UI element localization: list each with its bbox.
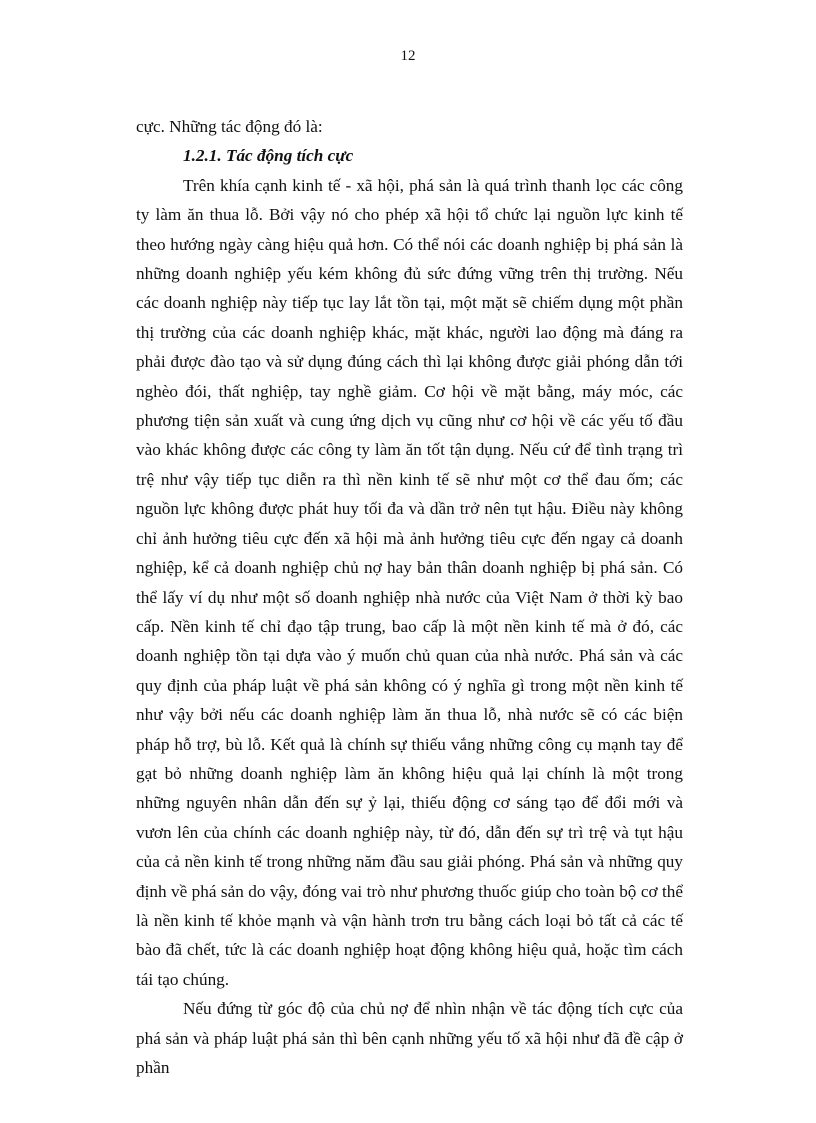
body-paragraph-1: Trên khía cạnh kinh tế - xã hội, phá sản là quá trình thanh lọc các công ty làm ăn thua lỗ. Bởi vậy nó cho phép xã hội tổ chức lại nguồn lực kinh tế theo hướng ngày càng hiệu quả hơn. Có thể nói các doanh nghiệp bị phá sản là những doanh nghiệp yếu kém không đủ sức đứng vững trên thị trường. Nếu các doanh nghiệp này tiếp tục lay lắt tồn tại, một mặt sẽ chiếm dụng một phần thị trường của các doanh nghiệp khác, mặt khác, người lao động mà đáng ra phải được đào tạo và sử dụng đúng cách thì lại không được giải phóng dẫn tới nghèo đói, thất nghiệp, tay nghề giảm. Cơ hội về mặt bằng, máy móc, các phương tiện sản xuất và cung ứng dịch vụ cũng như cơ hội về các yếu tố đầu vào khác không được các công ty làm ăn tốt tận dụng. Nếu cứ để tình trạng trì trệ như vậy tiếp tục diễn ra thì nền kinh tế sẽ như một cơ thể đau ốm; các nguồn lực không được phát huy tối đa và dần trở nên tụt hậu. Điều này không chỉ ảnh hưởng tiêu cực đến xã hội mà ảnh hưởng tiêu cực đến ngay cả doanh nghiệp, kể cả doanh nghiệp chủ nợ hay bản thân doanh nghiệp bị phá sản. Có thể lấy ví dụ như một số doanh nghiệp nhà nước của Việt Nam ở thời kỳ bao cấp. Nền kinh tế chỉ đạo tập trung, bao cấp là một nền kinh tế mà ở đó, các doanh nghiệp tồn tại dựa vào ý muốn chủ quan của nhà nước. Phá sản và các quy định của pháp luật về phá sản không có ý nghĩa gì trong một nền kinh tế như vậy bởi nếu các doanh nghiệp làm ăn thua lỗ, nhà nước sẽ có các biện pháp hỗ trợ, bù lỗ. Kết quả là chính sự thiếu vắng những công cụ mạnh tay để gạt bỏ những doanh nghiệp làm ăn không hiệu quả lại chính là một trong những nguyên nhân dẫn đến sự ỷ lại, thiếu động cơ sáng tạo để đổi mới và vươn lên của chính các doanh nghiệp này, từ đó, dẫn đến sự trì trệ và tụt hậu của cả nền kinh tế trong những năm đầu sau giải phóng. Phá sản và những quy định về phá sản do vậy, đóng vai trò như phương thuốc giúp cho toàn bộ cơ thể là nền kinh tế khỏe mạnh và vận hành trơn tru bằng cách loại bỏ tất cả các tế bào đã chết, tức là các doanh nghiệp hoạt động không hiệu quả, hoặc tìm cách tái tạo chúng. [136, 175, 683, 989]
body-paragraph-2: Nếu đứng từ góc độ của chủ nợ để nhìn nhận về tác động tích cực của phá sản và pháp luật phá sản thì bên cạnh những yếu tố xã hội như đã đề cập ở phần [136, 999, 683, 1077]
section-heading: 1.2.1. Tác động tích cực [183, 146, 354, 166]
document-body [136, 112, 683, 1082]
page-number: 12 [400, 48, 416, 64]
lead-in-line: cực. Những tác động đó là: [136, 117, 323, 136]
